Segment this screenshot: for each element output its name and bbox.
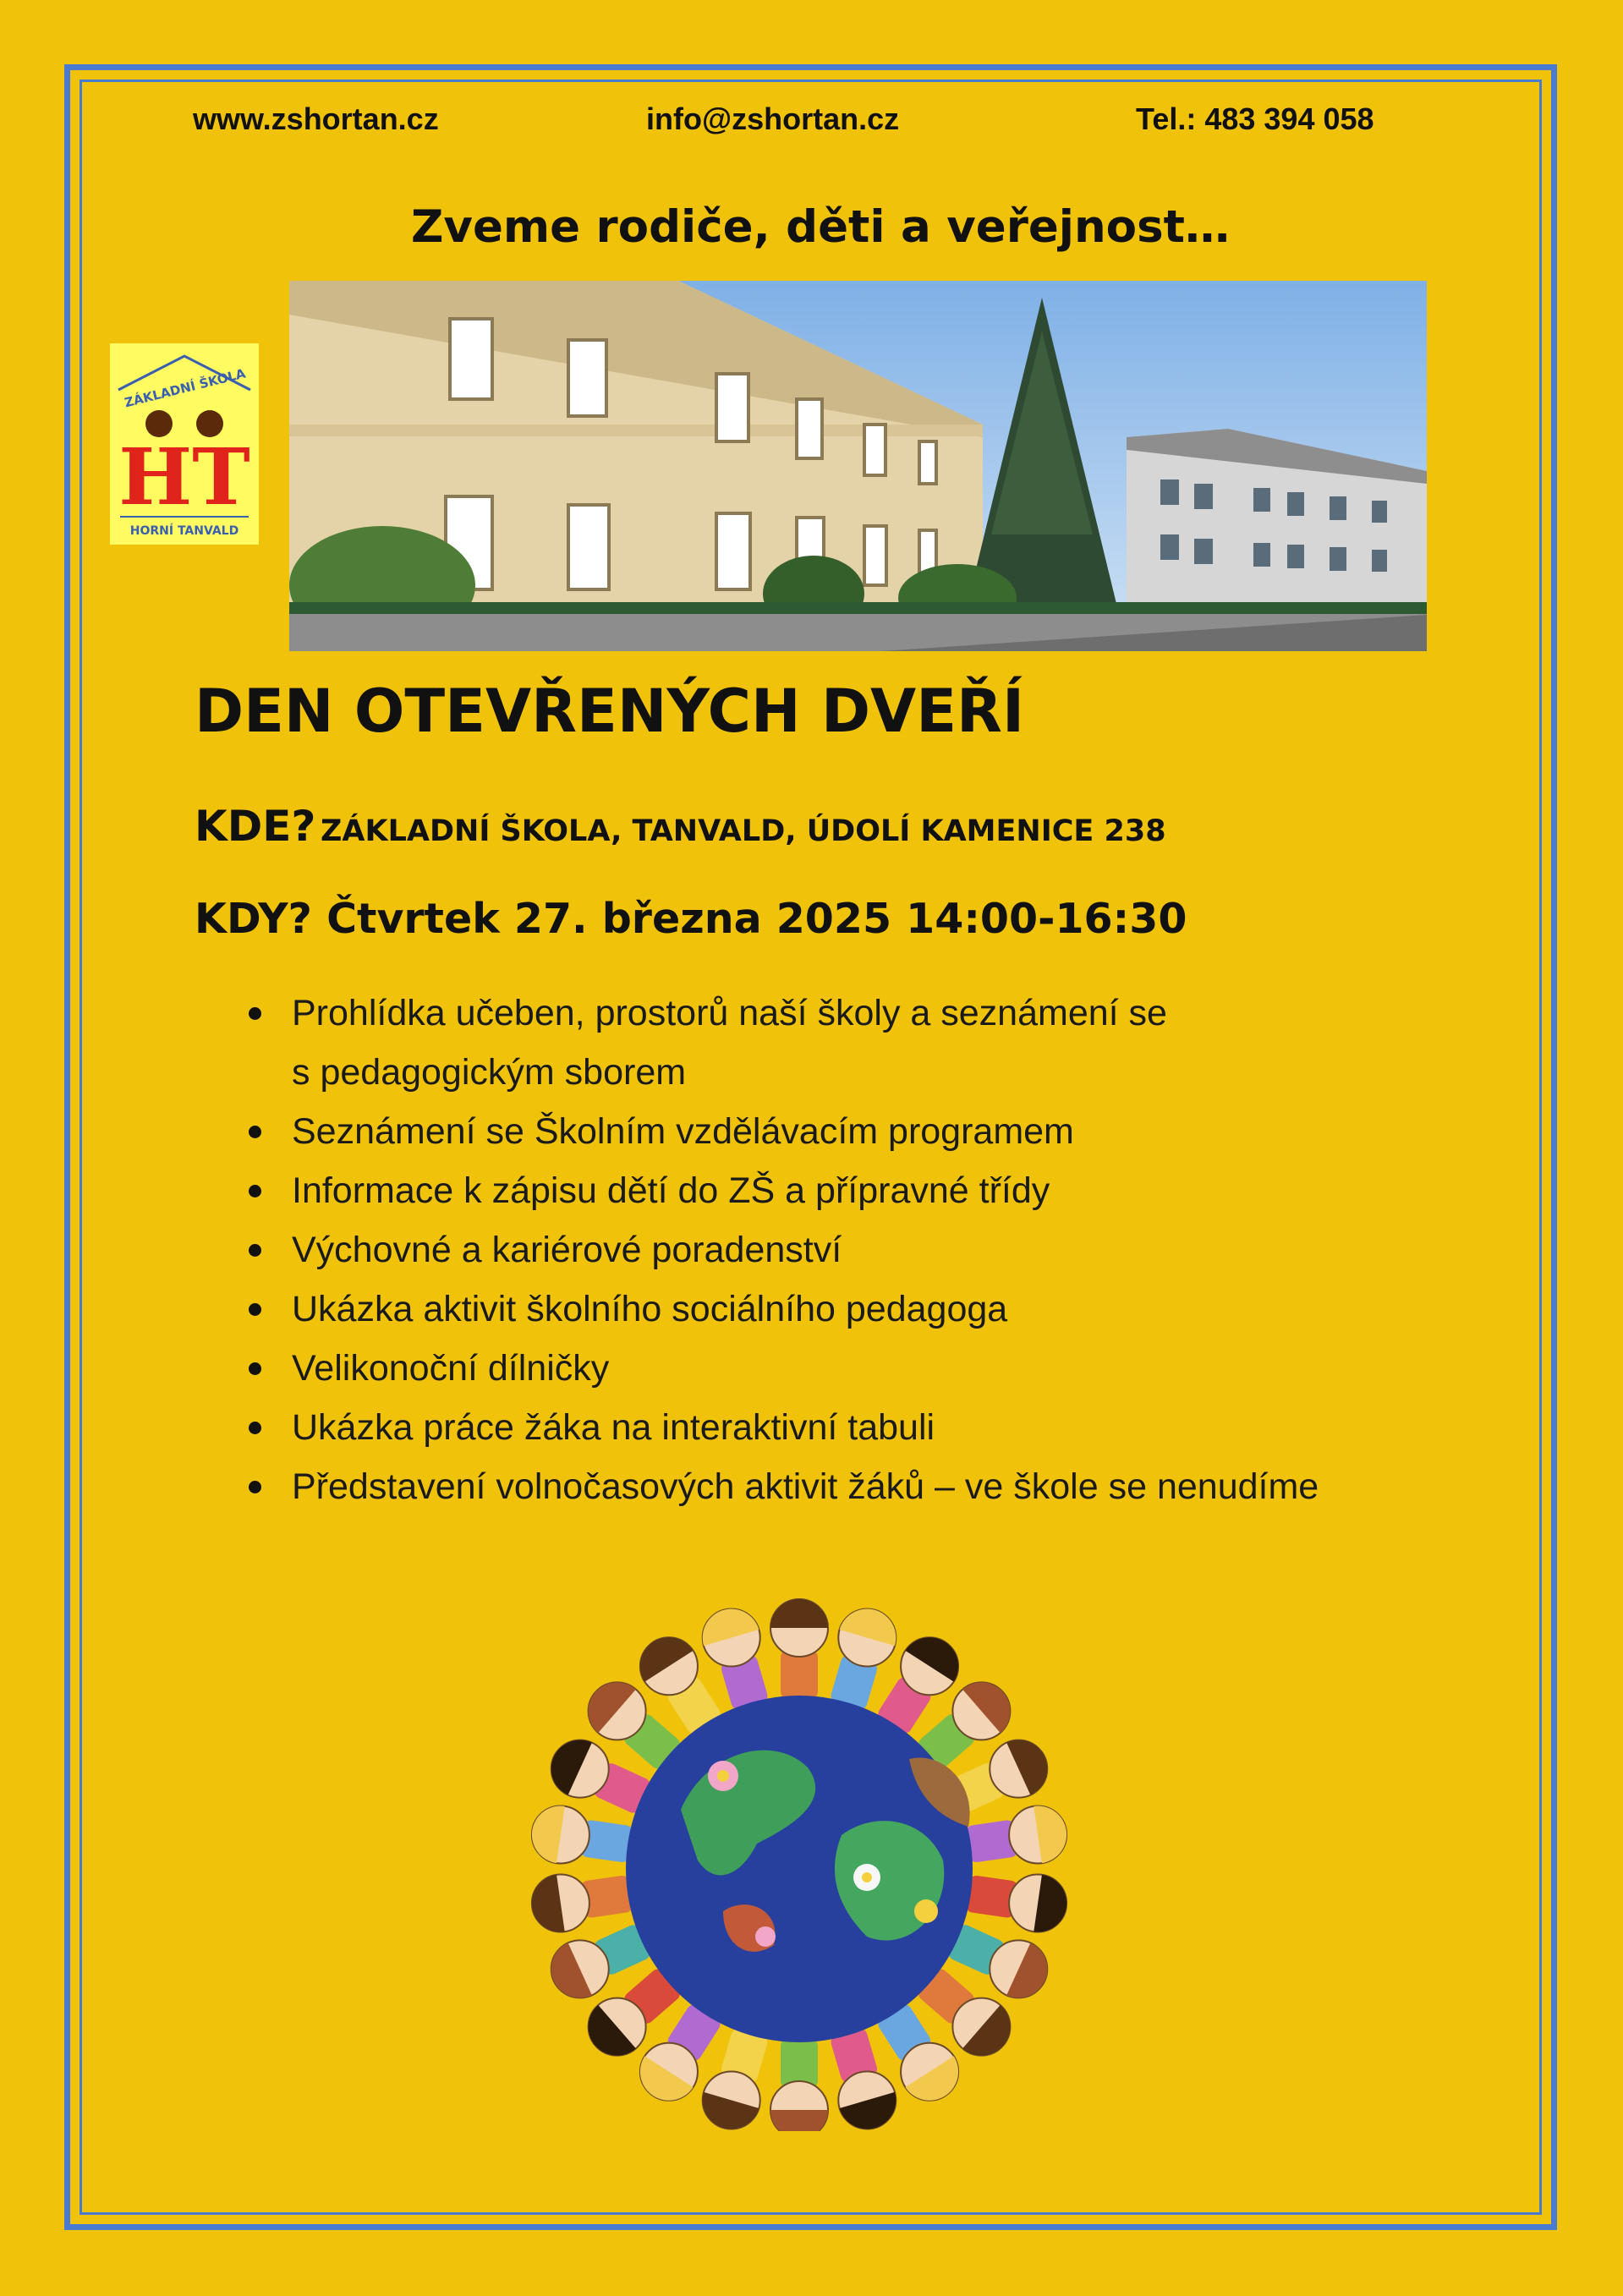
phone-number: Tel.: 483 394 058: [1136, 101, 1374, 136]
where-answer: ZÁKLADNÍ ŠKOLA, TANVALD, ÚDOLÍ KAMENICE 238: [321, 814, 1166, 848]
list-item: Seznámení se Školním vzdělávacím programem: [245, 1102, 1476, 1161]
child-figure: [528, 1875, 634, 1936]
child-figure: [964, 1875, 1071, 1936]
bullet-icon: [249, 1126, 261, 1138]
school-logo: [110, 343, 259, 545]
globe-children-illustration: [469, 1556, 1112, 2131]
where-line: [195, 802, 1166, 851]
logo-letters: HT: [118, 431, 250, 523]
list-item: Představení volnočasových aktivit žáků – ve škole se nenudíme: [245, 1457, 1476, 1516]
bullet-icon: [249, 1185, 261, 1197]
list-item: Prohlídka učeben, prostorů naší školy a seznámení se s pedagogickým sborem: [245, 984, 1476, 1102]
child-figure: [964, 1802, 1071, 1863]
when-question: KDY?: [195, 895, 312, 943]
invitation-headline: Zveme rodiče, děti a veřejnost…: [411, 201, 1230, 253]
bullet-icon: [249, 1303, 261, 1316]
bullet-icon: [249, 1362, 261, 1375]
website-link[interactable]: www.zshortan.cz: [193, 101, 439, 136]
email-link[interactable]: info@zshortan.cz: [646, 101, 900, 136]
school-building-photo: [289, 281, 1427, 651]
where-question: KDE?: [195, 802, 316, 851]
child-figure: [770, 2038, 828, 2131]
event-title: DEN OTEVŘENÝCH DVEŘÍ: [195, 677, 1024, 746]
list-item: Výchovné a kariérové poradenství: [245, 1220, 1476, 1280]
logo-top-text: ZÁKLADNÍ ŠKOLA: [123, 365, 248, 411]
list-item: Velikonoční dílničky: [245, 1339, 1476, 1398]
when-line: [195, 895, 1187, 943]
bullet-icon: [249, 1244, 261, 1257]
when-answer: Čtvrtek 27. března 2025 14:00-16:30: [326, 895, 1187, 943]
bullet-icon: [249, 1481, 261, 1493]
bullet-icon: [249, 1422, 261, 1434]
list-item: Ukázka aktivit školního sociálního pedagoga: [245, 1280, 1476, 1339]
logo-bottom-text: HORNÍ TANVALD: [129, 524, 239, 538]
child-figure: [770, 1599, 828, 1700]
child-figure: [528, 1802, 634, 1863]
program-list: [245, 984, 1476, 1516]
bullet-icon: [249, 1007, 261, 1020]
list-item: Ukázka práce žáka na interaktivní tabuli: [245, 1398, 1476, 1457]
list-item: Informace k zápisu dětí do ZŠ a přípravné třídy: [245, 1161, 1476, 1220]
